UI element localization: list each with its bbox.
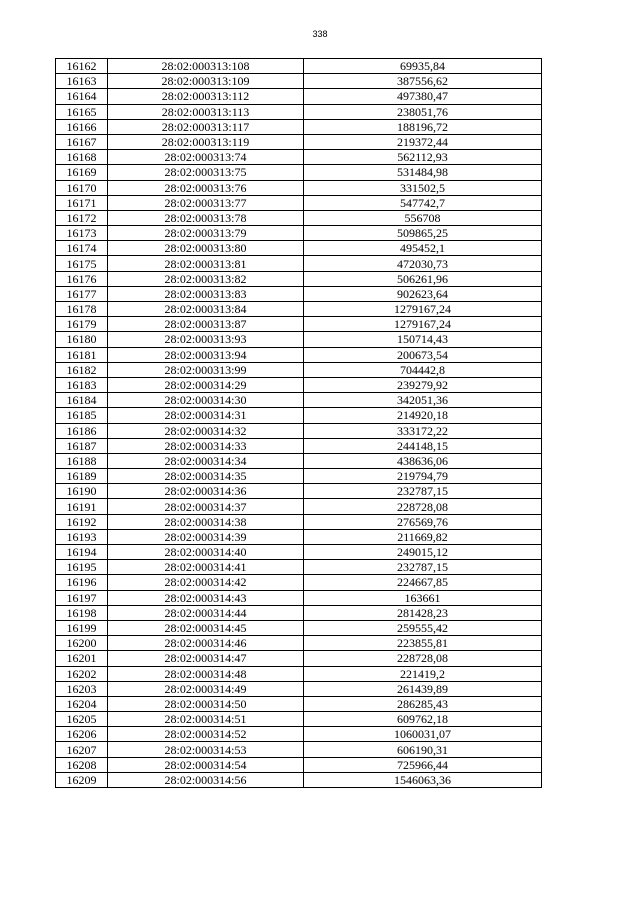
row-number-cell: 16189 — [56, 469, 108, 484]
row-number-cell: 16182 — [56, 362, 108, 377]
cadastral-number-cell: 28:02:000313:112 — [108, 89, 304, 104]
table-row — [56, 590, 542, 605]
table-row — [56, 286, 542, 301]
table-row — [56, 256, 542, 271]
table-row — [56, 59, 542, 74]
cadastral-number-cell: 28:02:000314:40 — [108, 545, 304, 560]
row-number-cell: 16186 — [56, 423, 108, 438]
row-number-cell: 16170 — [56, 180, 108, 195]
cadastral-number-cell: 28:02:000313:99 — [108, 362, 304, 377]
row-number-cell: 16207 — [56, 742, 108, 757]
cadastral-number-cell: 28:02:000314:38 — [108, 514, 304, 529]
table-row — [56, 134, 542, 149]
table-row — [56, 727, 542, 742]
value-cell: 286285,43 — [304, 696, 542, 711]
cadastral-number-cell: 28:02:000314:49 — [108, 681, 304, 696]
value-cell: 259555,42 — [304, 620, 542, 635]
row-number-cell: 16209 — [56, 772, 108, 787]
table-row — [56, 408, 542, 423]
table-row — [56, 484, 542, 499]
row-number-cell: 16202 — [56, 666, 108, 681]
table-row — [56, 210, 542, 225]
value-cell: 547742,7 — [304, 195, 542, 210]
cadastral-number-cell: 28:02:000313:83 — [108, 286, 304, 301]
value-cell: 232787,15 — [304, 484, 542, 499]
row-number-cell: 16173 — [56, 226, 108, 241]
row-number-cell: 16203 — [56, 681, 108, 696]
cadastral-number-cell: 28:02:000313:75 — [108, 165, 304, 180]
value-cell: 387556,62 — [304, 74, 542, 89]
table-row — [56, 347, 542, 362]
cadastral-number-cell: 28:02:000314:56 — [108, 772, 304, 787]
value-cell: 281428,23 — [304, 605, 542, 620]
row-number-cell: 16162 — [56, 59, 108, 74]
cadastral-number-cell: 28:02:000314:36 — [108, 484, 304, 499]
table-row — [56, 712, 542, 727]
value-cell: 200673,54 — [304, 347, 542, 362]
cadastral-number-cell: 28:02:000313:79 — [108, 226, 304, 241]
cadastral-number-cell: 28:02:000314:35 — [108, 469, 304, 484]
row-number-cell: 16193 — [56, 529, 108, 544]
page-number: 338 — [312, 29, 328, 39]
row-number-cell: 16201 — [56, 651, 108, 666]
cadastral-number-cell: 28:02:000314:52 — [108, 727, 304, 742]
value-cell: 331502,5 — [304, 180, 542, 195]
row-number-cell: 16169 — [56, 165, 108, 180]
table-row — [56, 362, 542, 377]
cadastral-number-cell: 28:02:000313:109 — [108, 74, 304, 89]
value-cell: 188196,72 — [304, 119, 542, 134]
value-cell: 509865,25 — [304, 226, 542, 241]
cadastral-number-cell: 28:02:000313:78 — [108, 210, 304, 225]
cadastral-number-cell: 28:02:000313:84 — [108, 302, 304, 317]
value-cell: 556708 — [304, 210, 542, 225]
row-number-cell: 16208 — [56, 757, 108, 772]
table-row — [56, 666, 542, 681]
row-number-cell: 16183 — [56, 377, 108, 392]
value-cell: 238051,76 — [304, 104, 542, 119]
cadastral-number-cell: 28:02:000314:54 — [108, 757, 304, 772]
value-cell: 224667,85 — [304, 575, 542, 590]
value-cell: 609762,18 — [304, 712, 542, 727]
table-row — [56, 651, 542, 666]
value-cell: 1546063,36 — [304, 772, 542, 787]
table-row — [56, 681, 542, 696]
table-row — [56, 575, 542, 590]
table-row — [56, 742, 542, 757]
value-cell: 606190,31 — [304, 742, 542, 757]
table-row — [56, 499, 542, 514]
value-cell: 232787,15 — [304, 560, 542, 575]
row-number-cell: 16172 — [56, 210, 108, 225]
table-body — [56, 59, 542, 788]
table-row — [56, 332, 542, 347]
row-number-cell: 16184 — [56, 393, 108, 408]
cadastral-number-cell: 28:02:000314:39 — [108, 529, 304, 544]
row-number-cell: 16165 — [56, 104, 108, 119]
cadastral-number-cell: 28:02:000314:46 — [108, 636, 304, 651]
table-row — [56, 180, 542, 195]
value-cell: 219372,44 — [304, 134, 542, 149]
value-cell: 69935,84 — [304, 59, 542, 74]
value-cell: 249015,12 — [304, 545, 542, 560]
value-cell: 342051,36 — [304, 393, 542, 408]
cadastral-number-cell: 28:02:000314:37 — [108, 499, 304, 514]
value-cell: 150714,43 — [304, 332, 542, 347]
cadastral-number-cell: 28:02:000314:32 — [108, 423, 304, 438]
value-cell: 228728,08 — [304, 651, 542, 666]
value-cell: 1060031,07 — [304, 727, 542, 742]
table-row — [56, 74, 542, 89]
row-number-cell: 16198 — [56, 605, 108, 620]
table-row — [56, 469, 542, 484]
value-cell: 163661 — [304, 590, 542, 605]
value-cell: 221419,2 — [304, 666, 542, 681]
table-row — [56, 150, 542, 165]
row-number-cell: 16174 — [56, 241, 108, 256]
row-number-cell: 16192 — [56, 514, 108, 529]
cadastral-number-cell: 28:02:000314:50 — [108, 696, 304, 711]
row-number-cell: 16195 — [56, 560, 108, 575]
table-row — [56, 226, 542, 241]
cadastral-number-cell: 28:02:000313:93 — [108, 332, 304, 347]
value-cell: 1279167,24 — [304, 302, 542, 317]
value-cell: 214920,18 — [304, 408, 542, 423]
cadastral-number-cell: 28:02:000314:53 — [108, 742, 304, 757]
value-cell: 438636,06 — [304, 453, 542, 468]
table-row — [56, 241, 542, 256]
row-number-cell: 16177 — [56, 286, 108, 301]
value-cell: 244148,15 — [304, 438, 542, 453]
cadastral-number-cell: 28:02:000314:31 — [108, 408, 304, 423]
cadastral-number-cell: 28:02:000314:43 — [108, 590, 304, 605]
table-row — [56, 453, 542, 468]
table-row — [56, 165, 542, 180]
value-cell: 1279167,24 — [304, 317, 542, 332]
cadastral-number-cell: 28:02:000313:87 — [108, 317, 304, 332]
cadastral-number-cell: 28:02:000314:33 — [108, 438, 304, 453]
table-row — [56, 529, 542, 544]
cadastral-number-cell: 28:02:000313:117 — [108, 119, 304, 134]
value-cell: 562112,93 — [304, 150, 542, 165]
table-row — [56, 195, 542, 210]
value-cell: 219794,79 — [304, 469, 542, 484]
table-row — [56, 423, 542, 438]
row-number-cell: 16190 — [56, 484, 108, 499]
value-cell: 506261,96 — [304, 271, 542, 286]
row-number-cell: 16179 — [56, 317, 108, 332]
cadastral-number-cell: 28:02:000313:76 — [108, 180, 304, 195]
row-number-cell: 16166 — [56, 119, 108, 134]
table-row — [56, 438, 542, 453]
table-row — [56, 393, 542, 408]
table-row — [56, 302, 542, 317]
cadastral-value-table — [55, 58, 542, 788]
value-cell: 495452,1 — [304, 241, 542, 256]
cadastral-number-cell: 28:02:000314:47 — [108, 651, 304, 666]
cadastral-number-cell: 28:02:000313:77 — [108, 195, 304, 210]
row-number-cell: 16205 — [56, 712, 108, 727]
table-row — [56, 514, 542, 529]
row-number-cell: 16180 — [56, 332, 108, 347]
table-row — [56, 271, 542, 286]
cadastral-number-cell: 28:02:000313:113 — [108, 104, 304, 119]
value-cell: 223855,81 — [304, 636, 542, 651]
cadastral-number-cell: 28:02:000314:48 — [108, 666, 304, 681]
row-number-cell: 16191 — [56, 499, 108, 514]
row-number-cell: 16187 — [56, 438, 108, 453]
row-number-cell: 16176 — [56, 271, 108, 286]
row-number-cell: 16164 — [56, 89, 108, 104]
row-number-cell: 16167 — [56, 134, 108, 149]
table-row — [56, 560, 542, 575]
cadastral-number-cell: 28:02:000313:80 — [108, 241, 304, 256]
value-cell: 276569,76 — [304, 514, 542, 529]
value-cell: 333172,22 — [304, 423, 542, 438]
cadastral-number-cell: 28:02:000313:81 — [108, 256, 304, 271]
row-number-cell: 16206 — [56, 727, 108, 742]
cadastral-number-cell: 28:02:000314:30 — [108, 393, 304, 408]
value-cell: 228728,08 — [304, 499, 542, 514]
cadastral-number-cell: 28:02:000313:94 — [108, 347, 304, 362]
value-cell: 472030,73 — [304, 256, 542, 271]
value-cell: 704442,8 — [304, 362, 542, 377]
value-cell: 725966,44 — [304, 757, 542, 772]
value-cell: 211669,82 — [304, 529, 542, 544]
table-row — [56, 620, 542, 635]
table-row — [56, 772, 542, 787]
row-number-cell: 16197 — [56, 590, 108, 605]
cadastral-number-cell: 28:02:000313:82 — [108, 271, 304, 286]
value-cell: 531484,98 — [304, 165, 542, 180]
cadastral-number-cell: 28:02:000314:34 — [108, 453, 304, 468]
row-number-cell: 16175 — [56, 256, 108, 271]
cadastral-number-cell: 28:02:000313:119 — [108, 134, 304, 149]
value-cell: 261439,89 — [304, 681, 542, 696]
row-number-cell: 16204 — [56, 696, 108, 711]
cadastral-number-cell: 28:02:000314:45 — [108, 620, 304, 635]
row-number-cell: 16194 — [56, 545, 108, 560]
cadastral-number-cell: 28:02:000314:41 — [108, 560, 304, 575]
row-number-cell: 16188 — [56, 453, 108, 468]
cadastral-number-cell: 28:02:000314:44 — [108, 605, 304, 620]
row-number-cell: 16181 — [56, 347, 108, 362]
table-row — [56, 377, 542, 392]
table-row — [56, 89, 542, 104]
table-row — [56, 696, 542, 711]
table-row — [56, 636, 542, 651]
row-number-cell: 16168 — [56, 150, 108, 165]
table-row — [56, 119, 542, 134]
table-row — [56, 104, 542, 119]
table-row — [56, 317, 542, 332]
cadastral-number-cell: 28:02:000314:42 — [108, 575, 304, 590]
row-number-cell: 16196 — [56, 575, 108, 590]
row-number-cell: 16185 — [56, 408, 108, 423]
row-number-cell: 16163 — [56, 74, 108, 89]
table-row — [56, 605, 542, 620]
value-cell: 902623,64 — [304, 286, 542, 301]
row-number-cell: 16200 — [56, 636, 108, 651]
cadastral-number-cell: 28:02:000314:29 — [108, 377, 304, 392]
value-cell: 497380,47 — [304, 89, 542, 104]
cadastral-number-cell: 28:02:000314:51 — [108, 712, 304, 727]
cadastral-number-cell: 28:02:000313:108 — [108, 59, 304, 74]
row-number-cell: 16178 — [56, 302, 108, 317]
row-number-cell: 16199 — [56, 620, 108, 635]
value-cell: 239279,92 — [304, 377, 542, 392]
table-row — [56, 757, 542, 772]
cadastral-number-cell: 28:02:000313:74 — [108, 150, 304, 165]
row-number-cell: 16171 — [56, 195, 108, 210]
table-row — [56, 545, 542, 560]
